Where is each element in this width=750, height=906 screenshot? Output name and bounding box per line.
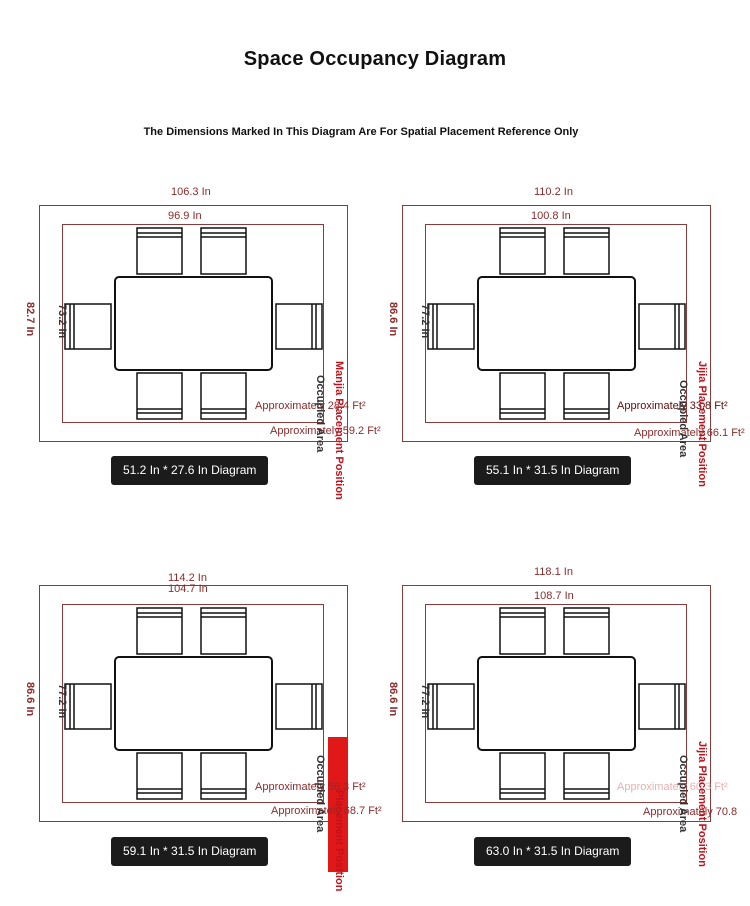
diagram-panel-4 <box>363 560 738 890</box>
inner-width-label: 104.7 In <box>168 583 208 595</box>
dining-chair-icon <box>65 608 322 799</box>
placement-position-label: Jijia Placement Position <box>696 741 708 867</box>
outer-height-label: 86.6 In <box>24 682 36 717</box>
size-badge: 55.1 In * 31.5 In Diagram <box>474 456 631 485</box>
occupied-area-label: Occupied Area <box>677 380 689 458</box>
page-subtitle: The Dimensions Marked In This Diagram Are For Spatial Placement Reference Only <box>143 126 579 138</box>
inner-width-label: 108.7 In <box>534 590 574 602</box>
occupied-area-value: Approximately 56.3 Ft² <box>255 781 366 793</box>
inner-clearance-border <box>426 605 687 803</box>
dining-chair-icon <box>65 228 322 419</box>
page-title: Space Occupancy Diagram <box>243 48 507 70</box>
occupied-area-label: Occupied Area <box>314 755 326 833</box>
inner-height-label: 77.2 In <box>56 684 68 719</box>
inner-clearance-border <box>426 225 687 423</box>
occupied-area-value: Approximately 28.4 Ft² <box>255 400 366 412</box>
outer-width-label: 118.1 In <box>534 566 573 578</box>
size-badge: 59.1 In * 31.5 In Diagram <box>111 837 268 866</box>
dining-table-icon <box>115 657 272 750</box>
placement-position-label: Jijia Placement Position <box>696 361 708 487</box>
dining-chair-icon <box>428 228 685 419</box>
occupied-area-value: Approximately 33.8 Ft² <box>617 400 728 412</box>
diagram-panel-2 <box>363 180 745 510</box>
inner-clearance-border <box>63 605 324 803</box>
diagram-panel-1 <box>0 180 381 510</box>
inner-clearance-border <box>63 225 324 423</box>
inner-width-label: 96.9 In <box>168 210 202 222</box>
dining-chair-icon <box>428 608 685 799</box>
inner-height-label: 77.2 In <box>419 684 431 719</box>
outer-width-label: 114.2 In <box>168 572 207 584</box>
occupied-area-label: Occupied Area <box>677 755 689 833</box>
outer-height-label: 86.6 In <box>387 682 399 717</box>
size-badge: 63.0 In * 31.5 In Diagram <box>474 837 631 866</box>
inner-height-label: 77.2 In <box>419 304 431 339</box>
inner-width-label: 100.8 In <box>531 210 571 222</box>
placement-area-value: Approximately 66.1 Ft² <box>634 427 745 439</box>
size-badge: 51.2 In * 27.6 In Diagram <box>111 456 268 485</box>
placement-area-value: Approximately 70.8 <box>643 806 738 818</box>
inner-height-label: 73.2 In <box>56 304 68 339</box>
placement-area-value: Approximately 68.7 Ft² <box>271 805 382 817</box>
placement-position-label: Manjia Placement Position <box>333 361 345 500</box>
placement-position-label: Placement Position <box>333 790 345 892</box>
occupied-area-value: Approximately 60.3 Ft² <box>617 781 728 793</box>
dining-table-icon <box>115 277 272 370</box>
outer-width-label: 106.3 In <box>171 186 211 198</box>
occupied-area-label: Occupied Area <box>314 375 326 453</box>
dining-table-icon <box>478 657 635 750</box>
outer-height-label: 82.7 In <box>24 302 36 337</box>
placement-area-value: Approximately 59.2 Ft² <box>270 425 381 437</box>
outer-height-label: 86.6 In <box>387 302 399 337</box>
diagram-panel-3 <box>0 560 382 892</box>
dining-table-icon <box>478 277 635 370</box>
outer-width-label: 110.2 In <box>534 186 573 198</box>
